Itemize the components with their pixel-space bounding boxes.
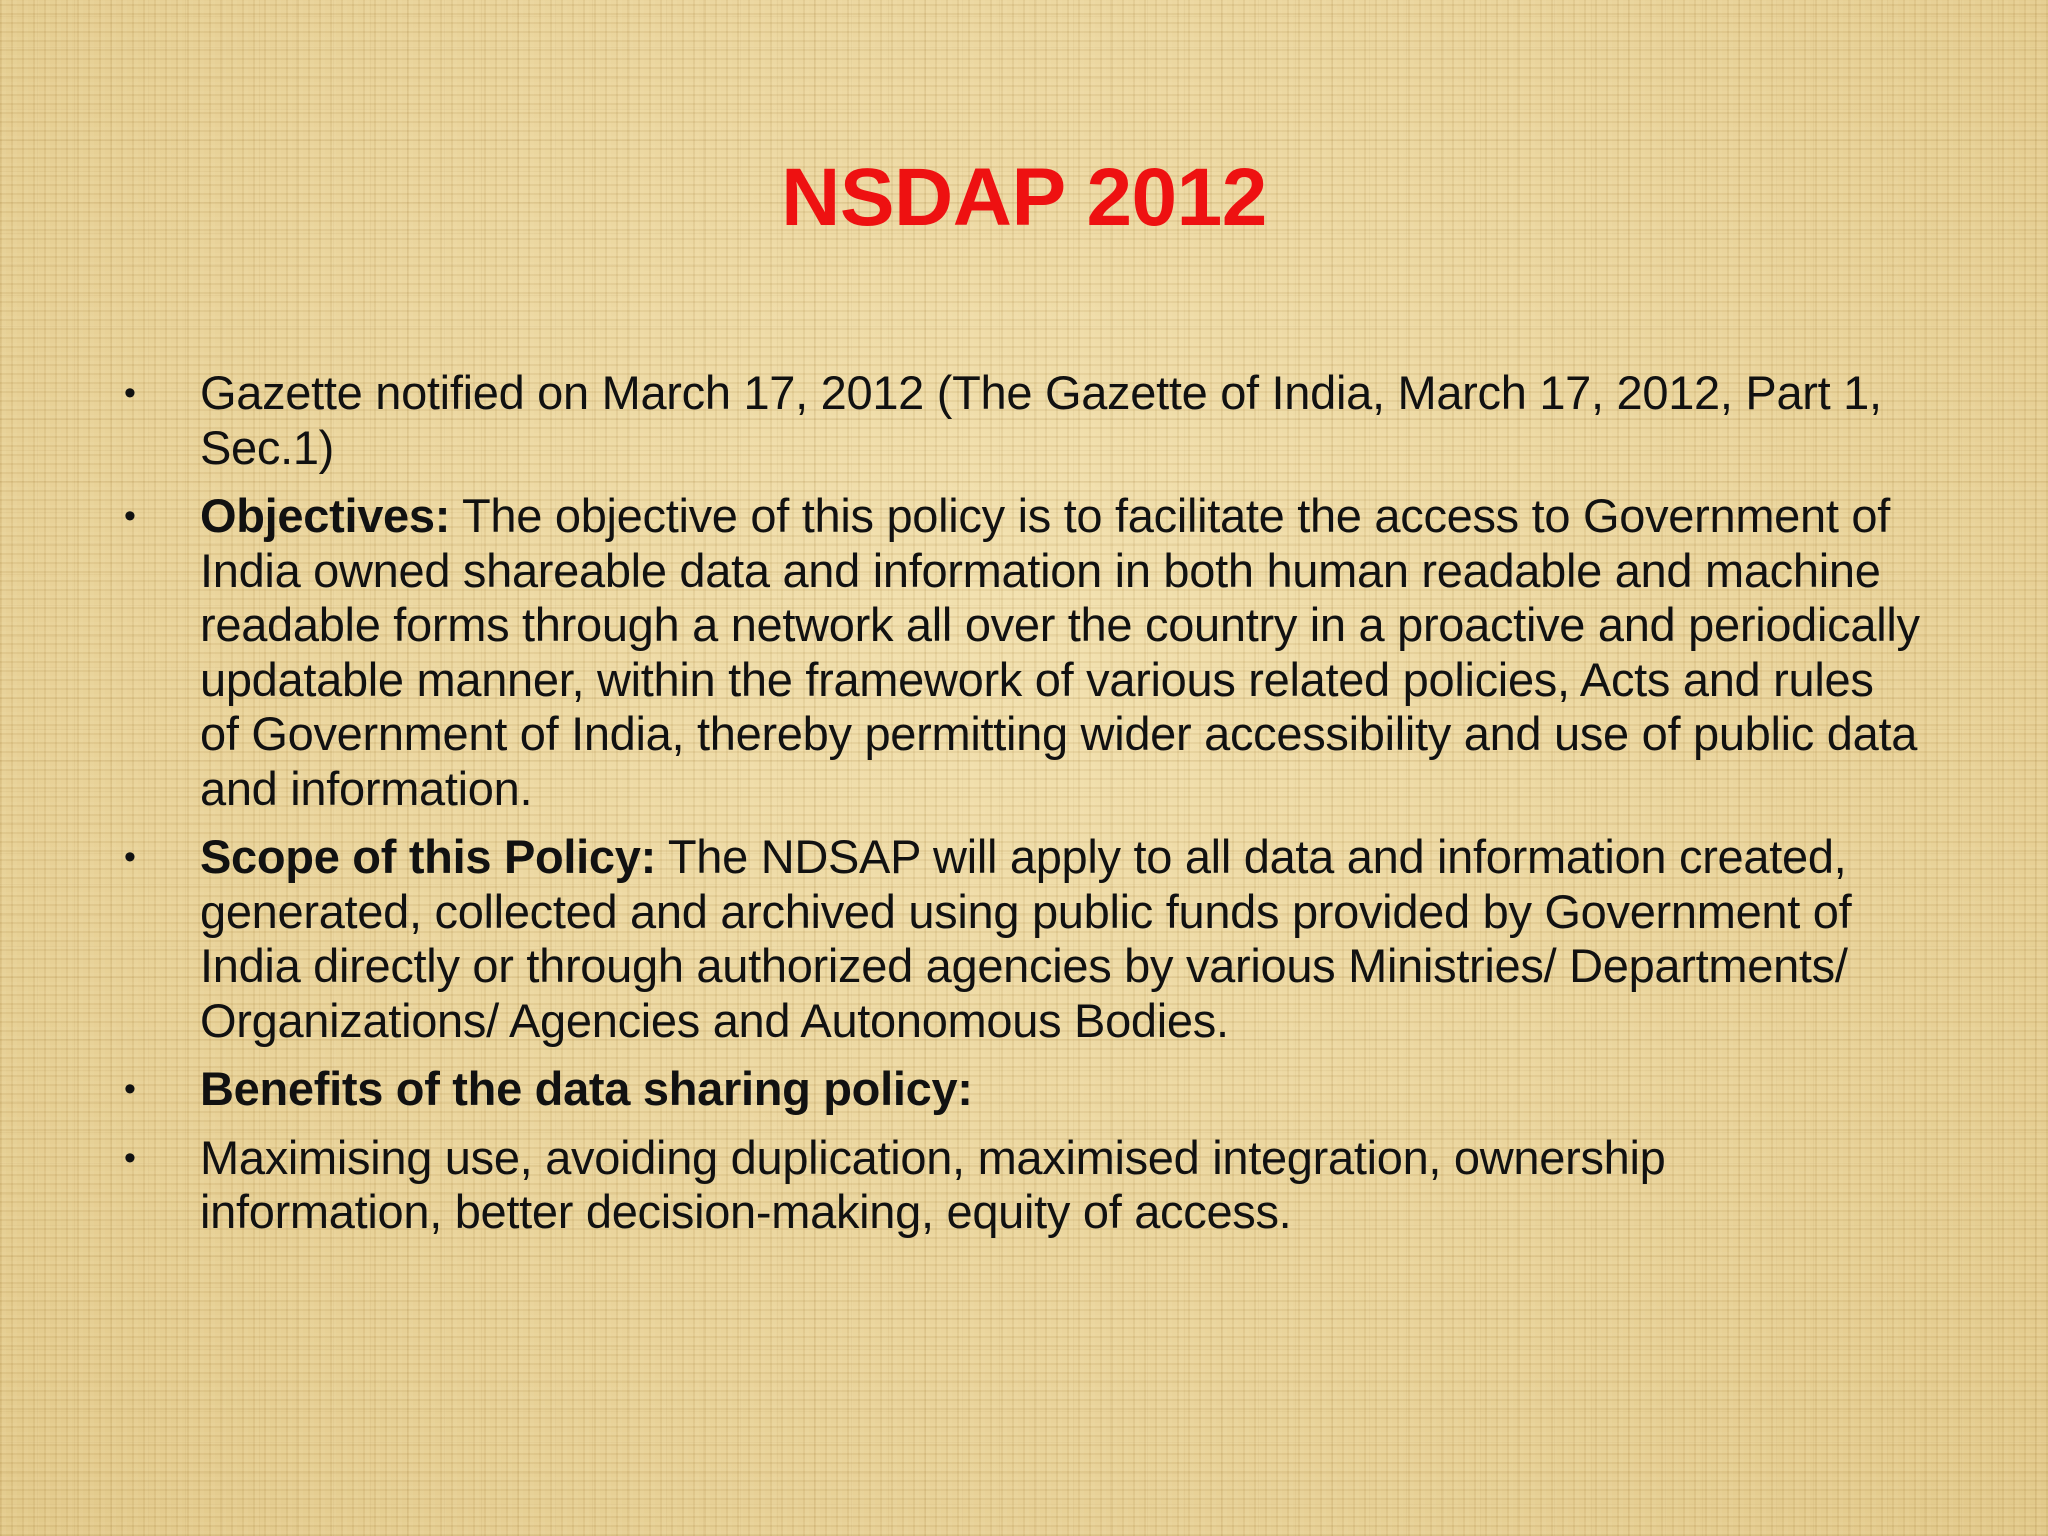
bullet-list [120, 366, 1920, 1254]
bullet-text: Gazette notified on March 17, 2012 (The Gazette of India, March 17, 2012, Part 1, Sec.1) [200, 366, 1882, 474]
bullet-text: The objective of this policy is to facilitate the access to Government of India owned shareable data and information in both human readable and machine readable forms through a network all over the country in a proactive and periodically updatable manner, within the framework of various related policies, Acts and rules of Government of India, thereby permitting wider accessibility and use of public data and information. [200, 489, 1920, 815]
bullet-lead: Objectives: [200, 489, 451, 542]
bullet-icon: • [124, 374, 136, 412]
bullet-benefits-list [120, 1131, 1920, 1240]
bullet-text: The NDSAP will apply to all data and information created, generated, collected and archived using public funds provided by Government of India directly or through authorized agencies by various Ministries/ Departments/ Organizations/ Agencies and Autonomous Bodies. [200, 830, 1852, 1047]
bullet-icon: • [124, 838, 136, 876]
bullet-benefits-heading [120, 1062, 1920, 1117]
bullet-icon: • [124, 497, 136, 535]
bullet-objectives [120, 489, 1920, 816]
bullet-icon: • [124, 1138, 136, 1177]
bullet-gazette [120, 366, 1920, 475]
bullet-lead: Scope of this Policy: [200, 830, 656, 883]
slide-title: NSDAP 2012 [781, 152, 1267, 243]
bullet-text: Maximising use, avoiding duplication, maximised integration, ownership information, better decision-making, equity of access. [200, 1130, 1666, 1238]
bullet-lead: Benefits of the data sharing policy: [200, 1062, 973, 1115]
bullet-scope [120, 830, 1920, 1048]
bullet-icon: • [124, 1070, 136, 1108]
